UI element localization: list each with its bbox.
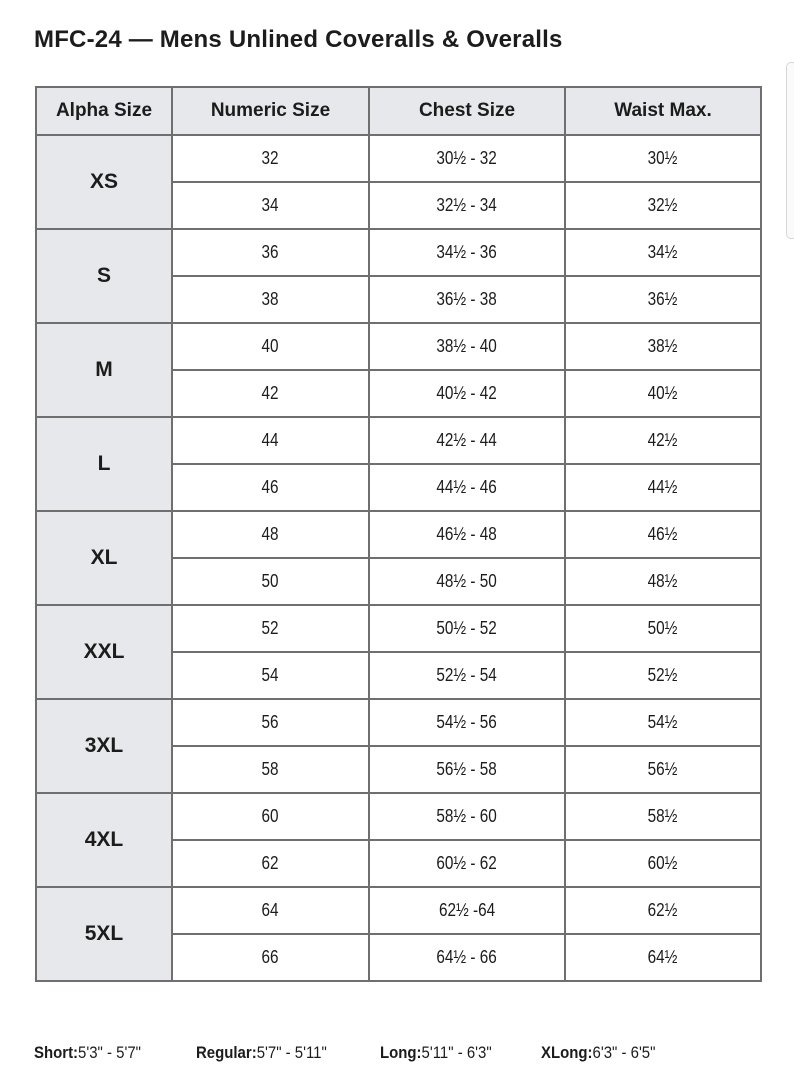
inseam-label: XLong:	[541, 1043, 593, 1062]
chest-size-cell	[369, 464, 565, 511]
waist-max-cell	[565, 605, 761, 652]
table-row	[36, 323, 761, 370]
waist-max-cell	[565, 135, 761, 182]
chest-size-cell-text: 54½ - 56	[436, 712, 498, 732]
numeric-size-cell-text: 62	[261, 853, 280, 873]
chest-size-cell	[369, 417, 565, 464]
waist-max-cell	[565, 323, 761, 370]
waist-max-cell-text: 44½	[648, 477, 678, 497]
waist-max-cell	[565, 182, 761, 229]
header-waist-max: Waist Max.	[565, 87, 761, 135]
waist-max-cell	[565, 934, 761, 981]
waist-max-cell	[565, 370, 761, 417]
chest-size-cell	[369, 840, 565, 887]
numeric-size-cell	[172, 793, 369, 840]
numeric-size-cell-text: 36	[261, 242, 280, 262]
waist-max-cell-text: 60½	[648, 853, 678, 873]
chest-size-cell-text: 50½ - 52	[436, 618, 498, 638]
chest-size-cell	[369, 887, 565, 934]
waist-max-cell-text: 50½	[648, 618, 678, 638]
numeric-size-cell-text: 58	[261, 759, 280, 779]
numeric-size-cell-text: 34	[261, 195, 280, 215]
numeric-size-cell-text: 66	[261, 947, 280, 967]
numeric-size-cell-text: 64	[261, 900, 280, 920]
numeric-size-cell	[172, 323, 369, 370]
alpha-size-cell: XXL	[36, 605, 172, 699]
numeric-size-cell-text: 42	[261, 383, 280, 403]
numeric-size-cell-text: 54	[261, 665, 280, 685]
inseam-value: 5'3" - 5'7"	[78, 1043, 141, 1062]
chest-size-cell	[369, 511, 565, 558]
waist-max-cell	[565, 464, 761, 511]
numeric-size-cell	[172, 746, 369, 793]
waist-max-cell-text: 64½	[648, 947, 678, 967]
alpha-size-cell: S	[36, 229, 172, 323]
waist-max-cell	[565, 746, 761, 793]
table-header-row	[36, 87, 761, 135]
numeric-size-cell-text: 46	[261, 477, 280, 497]
chest-size-cell	[369, 323, 565, 370]
waist-max-cell-text: 62½	[648, 900, 678, 920]
alpha-size-cell: 4XL	[36, 793, 172, 887]
inseam-label: Regular:	[196, 1043, 257, 1062]
chest-size-cell-text: 56½ - 58	[436, 759, 498, 779]
table-row	[36, 605, 761, 652]
header-alpha-size: Alpha Size	[36, 87, 172, 135]
numeric-size-cell	[172, 135, 369, 182]
alpha-size-cell: M	[36, 323, 172, 417]
waist-max-cell-text: 48½	[648, 571, 678, 591]
waist-max-cell-text: 52½	[648, 665, 678, 685]
scrollbar-edge	[786, 62, 794, 239]
numeric-size-cell	[172, 887, 369, 934]
chest-size-cell	[369, 605, 565, 652]
chest-size-cell-text: 36½ - 38	[436, 289, 498, 309]
chest-size-cell	[369, 229, 565, 276]
waist-max-cell	[565, 793, 761, 840]
numeric-size-cell-text: 56	[261, 712, 280, 732]
numeric-size-cell-text: 32	[261, 148, 280, 168]
inseam-xlong	[541, 1043, 655, 1063]
table-row	[36, 417, 761, 464]
inseam-short	[34, 1043, 141, 1063]
waist-max-cell-text: 40½	[648, 383, 678, 403]
page-title: MFC-24 — Mens Unlined Coveralls & Overalls	[34, 26, 563, 53]
chest-size-cell-text: 58½ - 60	[436, 806, 498, 826]
chest-size-cell-text: 38½ - 40	[436, 336, 498, 356]
alpha-size-cell: L	[36, 417, 172, 511]
waist-max-cell-text: 30½	[648, 148, 678, 168]
waist-max-cell	[565, 558, 761, 605]
chest-size-cell	[369, 182, 565, 229]
table-row	[36, 887, 761, 934]
numeric-size-cell-text: 52	[261, 618, 280, 638]
numeric-size-cell	[172, 699, 369, 746]
header-numeric-size: Numeric Size	[172, 87, 369, 135]
numeric-size-cell	[172, 417, 369, 464]
numeric-size-cell	[172, 934, 369, 981]
inseam-label: Long:	[380, 1043, 422, 1062]
waist-max-cell	[565, 417, 761, 464]
waist-max-cell-text: 32½	[648, 195, 678, 215]
waist-max-cell	[565, 887, 761, 934]
chest-size-cell	[369, 276, 565, 323]
waist-max-cell-text: 54½	[648, 712, 678, 732]
waist-max-cell	[565, 840, 761, 887]
waist-max-cell-text: 36½	[648, 289, 678, 309]
waist-max-cell	[565, 652, 761, 699]
table-row	[36, 793, 761, 840]
chest-size-cell	[369, 699, 565, 746]
numeric-size-cell	[172, 652, 369, 699]
alpha-size-cell: XL	[36, 511, 172, 605]
numeric-size-cell	[172, 370, 369, 417]
chest-size-cell-text: 46½ - 48	[436, 524, 498, 544]
inseam-value: 5'7" - 5'11"	[256, 1043, 327, 1062]
chest-size-cell	[369, 370, 565, 417]
chest-size-cell-text: 32½ - 34	[436, 195, 498, 215]
alpha-size-cell: 5XL	[36, 887, 172, 981]
table-row	[36, 135, 761, 182]
waist-max-cell-text: 38½	[648, 336, 678, 356]
alpha-size-cell: 3XL	[36, 699, 172, 793]
numeric-size-cell	[172, 558, 369, 605]
inseam-value: 5'11" - 6'3"	[421, 1043, 492, 1062]
size-chart-table	[35, 86, 762, 982]
alpha-size-cell: XS	[36, 135, 172, 229]
chest-size-cell-text: 44½ - 46	[436, 477, 498, 497]
table-row	[36, 699, 761, 746]
chest-size-cell-text: 60½ - 62	[436, 853, 498, 873]
waist-max-cell	[565, 229, 761, 276]
numeric-size-cell-text: 50	[261, 571, 280, 591]
numeric-size-cell	[172, 276, 369, 323]
numeric-size-cell	[172, 605, 369, 652]
chest-size-cell-text: 30½ - 32	[436, 148, 498, 168]
chest-size-cell-text: 34½ - 36	[436, 242, 498, 262]
table-row	[36, 229, 761, 276]
waist-max-cell-text: 42½	[648, 430, 678, 450]
numeric-size-cell	[172, 182, 369, 229]
table-row	[36, 511, 761, 558]
chest-size-cell	[369, 793, 565, 840]
numeric-size-cell	[172, 511, 369, 558]
chest-size-cell	[369, 558, 565, 605]
chest-size-cell-text: 48½ - 50	[436, 571, 498, 591]
waist-max-cell-text: 34½	[648, 242, 678, 262]
numeric-size-cell-text: 38	[261, 289, 280, 309]
waist-max-cell	[565, 699, 761, 746]
chest-size-cell	[369, 135, 565, 182]
header-chest-size: Chest Size	[369, 87, 565, 135]
inseam-long	[380, 1043, 492, 1063]
numeric-size-cell	[172, 840, 369, 887]
chest-size-cell-text: 40½ - 42	[436, 383, 498, 403]
chest-size-cell-text: 64½ - 66	[436, 947, 498, 967]
chest-size-cell	[369, 934, 565, 981]
inseam-label: Short:	[34, 1043, 79, 1062]
chest-size-cell-text: 62½ -64	[438, 900, 496, 920]
waist-max-cell-text: 46½	[648, 524, 678, 544]
numeric-size-cell-text: 40	[261, 336, 280, 356]
waist-max-cell	[565, 276, 761, 323]
numeric-size-cell	[172, 229, 369, 276]
chest-size-cell	[369, 652, 565, 699]
waist-max-cell-text: 56½	[648, 759, 678, 779]
chest-size-cell-text: 42½ - 44	[436, 430, 498, 450]
chest-size-cell-text: 52½ - 54	[436, 665, 498, 685]
numeric-size-cell-text: 44	[261, 430, 280, 450]
numeric-size-cell-text: 60	[261, 806, 280, 826]
inseam-regular	[196, 1043, 327, 1063]
numeric-size-cell	[172, 464, 369, 511]
waist-max-cell-text: 58½	[648, 806, 678, 826]
chest-size-cell	[369, 746, 565, 793]
numeric-size-cell-text: 48	[261, 524, 280, 544]
inseam-value: 6'3" - 6'5"	[592, 1043, 656, 1062]
waist-max-cell	[565, 511, 761, 558]
